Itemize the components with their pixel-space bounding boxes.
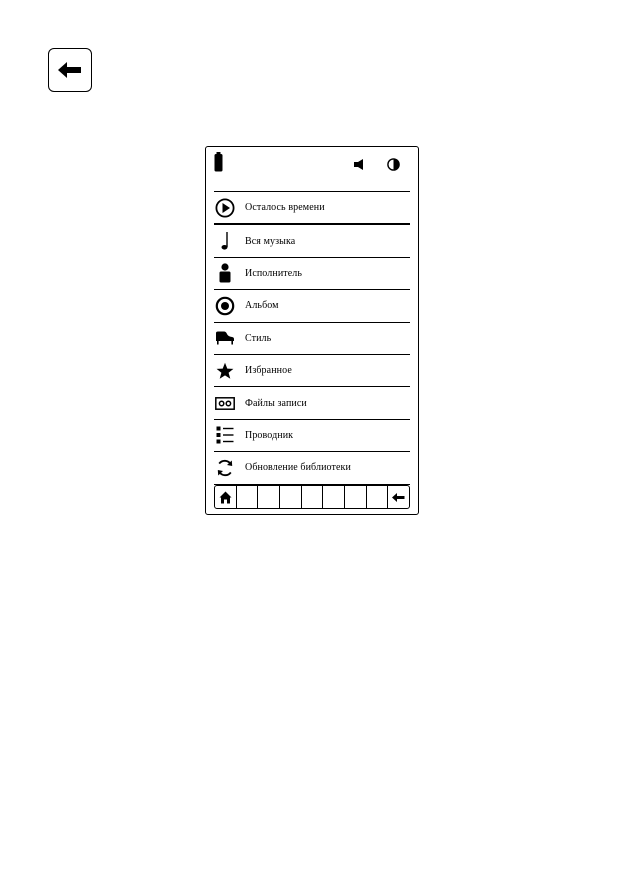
back-arrow-icon [392, 493, 405, 502]
battery-icon [214, 152, 223, 172]
menu-item-genre[interactable] [214, 323, 410, 355]
menu-item-recordings[interactable] [214, 387, 410, 419]
softkey[interactable] [322, 486, 344, 508]
menu-item-time-left[interactable] [214, 192, 410, 225]
refresh-icon [214, 457, 236, 479]
volume-icon [354, 159, 365, 170]
menu-item-label: Проводник [245, 429, 294, 441]
music-note-icon [214, 230, 236, 252]
softkey-bar [214, 485, 410, 509]
back-arrow-icon [58, 62, 82, 78]
softkey[interactable] [366, 486, 388, 508]
back-button[interactable] [48, 48, 92, 92]
cassette-icon [214, 392, 236, 414]
softkey-back[interactable] [387, 486, 409, 508]
softkey-home[interactable] [215, 486, 236, 508]
home-icon [219, 491, 232, 504]
softkey[interactable] [279, 486, 301, 508]
artist-icon [214, 262, 236, 284]
menu-item-favorites[interactable] [214, 355, 410, 387]
softkey[interactable] [344, 486, 366, 508]
album-disc-icon [214, 295, 236, 317]
menu-item-label: Избранное [245, 365, 292, 377]
softkey[interactable] [257, 486, 279, 508]
menu-item-label: Обновление библиотеки [245, 462, 351, 474]
play-circle-icon [214, 197, 236, 219]
device-screen [205, 146, 419, 515]
softkey[interactable] [301, 486, 323, 508]
status-bar [214, 152, 410, 178]
menu-item-label: Стиль [245, 332, 272, 344]
menu-item-label: Файлы записи [245, 397, 307, 409]
menu-item-library-update[interactable] [214, 452, 410, 484]
list-icon [214, 424, 236, 446]
softkey[interactable] [236, 486, 258, 508]
contrast-icon [387, 158, 400, 171]
music-menu [214, 191, 410, 485]
menu-item-explorer[interactable] [214, 420, 410, 452]
menu-item-label: Вся музыка [245, 235, 296, 247]
star-icon [214, 360, 236, 382]
menu-item-label: Альбом [245, 300, 279, 312]
menu-item-album[interactable] [214, 290, 410, 322]
piano-icon [214, 327, 236, 349]
menu-item-label: Исполнитель [245, 267, 303, 279]
menu-item-artist[interactable] [214, 258, 410, 290]
menu-item-label: Осталось времени [245, 202, 325, 214]
menu-item-all-music[interactable] [214, 225, 410, 257]
